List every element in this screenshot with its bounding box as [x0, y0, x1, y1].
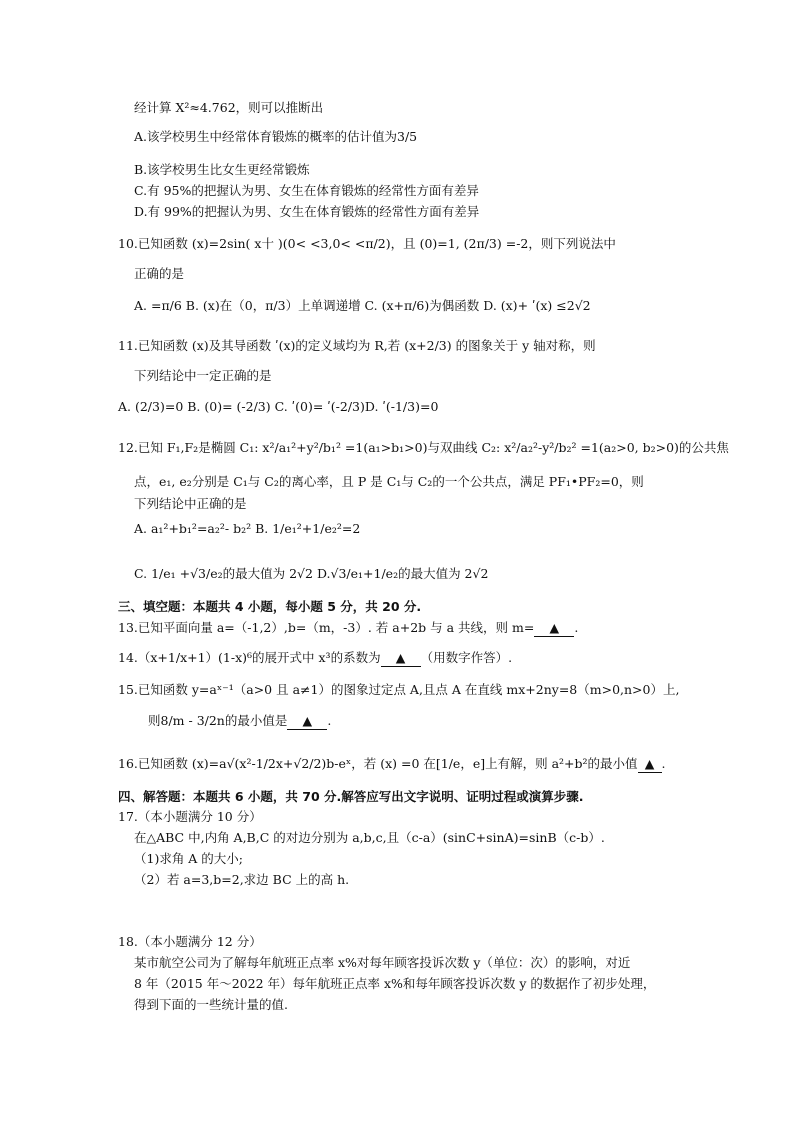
q9-continuation: 经计算 X²≈4.762，则可以推断出	[134, 100, 324, 115]
q16-answer-blank[interactable]	[638, 756, 662, 773]
q18-header: 18.（本小题满分 12 分）	[118, 934, 262, 949]
q18-line-1: 某市航空公司为了解每年航班正点率 x%对每年顾客投诉次数 y（单位：次）的影响，对近	[134, 955, 631, 970]
q14-tail: （用数字作答）.	[420, 650, 513, 665]
answer-triangle-icon: ▲	[395, 650, 406, 665]
q16-text	[118, 756, 666, 773]
q18-line-3: 得到下面的一些统计量的值.	[134, 997, 288, 1012]
q12-stem-cont: 点，e₁, e₂分别是 C₁与 C₂的离心率，且 P 是 C₁与 C₂的一个公共点，满足 PF₁•PF₂=0，则	[134, 474, 644, 489]
q12-stem-cont2: 下列结论中正确的是	[134, 496, 247, 511]
q11-stem: 11.已知函数 (x)及其导函数 ʹ(x)的定义域均为 R,若 (x+2/3) 的图象关于 y 轴对称，则	[118, 338, 596, 353]
q15-text-cont	[148, 713, 331, 730]
q15-answer-blank[interactable]	[287, 713, 327, 730]
q17-part-2: （2）若 a=3,b=2,求边 BC 上的高 h.	[134, 872, 350, 887]
q11-stem-cont: 下列结论中一定正确的是	[134, 368, 272, 383]
q12-options-ab: A. a₁²+b₁²=a₂²- b₂² B. 1/e₁²+1/e₂²=2	[134, 521, 361, 536]
q13-stem: 13.已知平面向量 a=（-1,2）,b=（m，-3）. 若 a+2b 与 a 共线，则 m=	[118, 620, 535, 635]
answer-triangle-icon: ▲	[644, 756, 655, 771]
q15-stem: 15.已知函数 y=aˣ⁻¹（a>0 且 a≠1）的图象过定点 A,且点 A 在直线 mx+2ny=8（m>0,n>0）上,	[118, 682, 680, 697]
section-3-heading: 三、填空题：本题共 4 小题，每小题 5 分，共 20 分.	[118, 599, 422, 614]
q13-tail: .	[574, 620, 579, 635]
q14-answer-blank[interactable]	[381, 650, 421, 667]
q9-option-c: C.有 95%的把握认为男、女生在体育锻炼的经常性方面有差异	[134, 183, 479, 198]
q9-option-a: A.该学校男生中经常体育锻炼的概率的估计值为3/5	[134, 129, 418, 144]
q10-stem: 10.已知函数 (x)=2sin( x十 )(0< <3,0< <π/2)，且 (0)=1, (2π/3) =-2，则下列说法中	[118, 236, 616, 251]
q11-options: A. (2/3)=0 B. (0)= (-2/3) C. ʹ(0)= ʹ(-2/3)D. ʹ(-1/3)=0	[118, 399, 439, 414]
answer-triangle-icon: ▲	[549, 620, 560, 635]
q10-stem-cont: 正确的是	[134, 266, 185, 281]
q15-stem-cont: 则8/m - 3/2n的最小值是	[148, 713, 288, 728]
q13-answer-blank[interactable]	[534, 620, 574, 637]
q17-part-1: （1)求角 A 的大小;	[134, 851, 244, 866]
answer-triangle-icon: ▲	[302, 713, 313, 728]
q14-stem: 14.（x+1/x+1）(1-x)⁶的展开式中 x³的系数为	[118, 650, 381, 665]
q12-options-cd: C. 1/e₁ +√3/e₂的最大值为 2√2 D.√3/e₁+1/e₂的最大值为 2√2	[134, 566, 489, 581]
q17-header: 17.（本小题满分 10 分）	[118, 809, 262, 824]
q16-tail: .	[661, 756, 666, 771]
q10-options: A. =π/6 B. (x)在（0，π/3）上单调递增 C. (x+π/6)为偶函数 D. (x)+ ʹ(x) ≤2√2	[134, 298, 591, 313]
q13-text	[118, 620, 578, 637]
q16-stem: 16.已知函数 (x)=a√(x²-1/2x+√2/2)b-eˣ，若 (x) =0 在[1/e，e]上有解，则 a²+b²的最小值	[118, 756, 638, 771]
q18-line-2: 8 年（2015 年～2022 年）每年航班正点率 x%和每年顾客投诉次数 y 的数据作了初步处理，	[134, 976, 656, 991]
q14-text	[118, 650, 512, 667]
section-4-heading: 四、解答题：本题共 6 小题，共 70 分.解答应写出文字说明、证明过程或演算步骤.	[118, 789, 584, 804]
q15-tail: .	[327, 713, 332, 728]
q17-body: 在△ABC 中,内角 A,B,C 的对边分别为 a,b,c,且（c-a）(sinC+sinA)=sinB（c-b）.	[134, 830, 605, 845]
q9-option-d: D.有 99%的把握认为男、女生在体育锻炼的经常性方面有差异	[134, 204, 480, 219]
q9-option-b: B.该学校男生比女生更经常锻炼	[134, 162, 310, 177]
q12-stem: 12.已知 F₁,F₂是椭圆 C₁: x²/a₁²+y²/b₁² =1(a₁>b₁>0)与双曲线 C₂: x²/a₂²-y²/b₂² =1(a₂>0, b₂>0)的公共焦	[118, 440, 729, 455]
